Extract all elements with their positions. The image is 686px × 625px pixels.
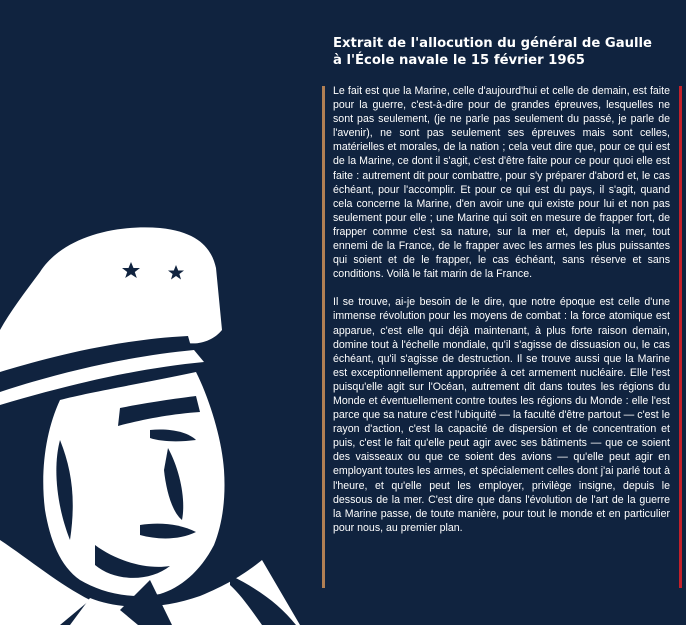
speech-paragraph-1: Le fait est que la Marine, celle d'aujourd'hui et celle de demain, est faite pour la guerre, c'est-à-dire pour de grandes épreuves, lesquelles ne sont pas seulement, (je ne parle pas seulement du passé, je parle de l'avenir), ne sont pas seulement ses épreuves mais sont celles, matérielles et morales, de la nation ; cela veut dire que, pour ce qui est de la Marine, ce dont il s'agit, c'est d'être faite pour ce pour quoi elle est faite : autrement dit pour combattre, pour s'y préparer d'abord et, le cas échéant, pour l'accomplir. Et pour ce qui est du pays, il s'agit, quand cela concerne la Marine, d'en avoir une qui existe pour lui et non pas seulement pour elle ; une Marine qui soit en mesure de frapper fort, de frapper comme c'est sa nature, sur la mer et, depuis la mer, tout ennemi de la France, de le frapper avec les armes les plus puissantes qui soient et de le frapper, le cas échéant, sans réserve et sans conditions. Voilà le fait marin de la France.	[333, 85, 670, 281]
speech-paragraph-2: Il se trouve, ai-je besoin de le dire, que notre époque est celle d'une immense révolution pour les moyens de combat : la force atomique est apparue, c'est elle qui déjà maintenant, à plus forte raison demain, domine tout à l'échelle mondiale, qu'il s'agisse de dissuasion ou, le cas échéant, qu'il s'agisse de destruction. Il se trouve aussi que la Marine est exceptionnellement appropriée à cet armement nucléaire. Elle l'est puisqu'elle agit sur l'Océan, autrement dit dans toutes les régions du Monde et éventuellement contre toutes les régions du Monde : elle l'est parce que sa nature c'est l'ubiquité — la faculté d'être partout — c'est le rayon d'action, c'est la capacité de dispersion et de concentration et puis, c'est le fait qu'elle peut agir avec ses bâtiments — que ce soient des vaisseaux ou que ce soient des avions — qu'elle peut agir en employant toutes les armes, et spécialement celles dont j'ai parlé tout à l'heure, et qu'elle peut les employer, privilège insigne, depuis le dessous de la mer. C'est dire que dans l'évolution de l'art de la guerre la Marine passe, de toute manière, pour tout le monde et en particulier pour nous, au premier plan.	[333, 296, 670, 534]
title-line-1: Extrait de l'allocution du général de Gaulle	[333, 36, 652, 51]
right-accent-rule	[679, 86, 682, 588]
speech-title	[333, 35, 663, 69]
speech-excerpt	[333, 84, 670, 549]
title-line-2: à l'École navale le 15 février 1965	[333, 53, 585, 68]
left-accent-rule	[322, 86, 325, 588]
